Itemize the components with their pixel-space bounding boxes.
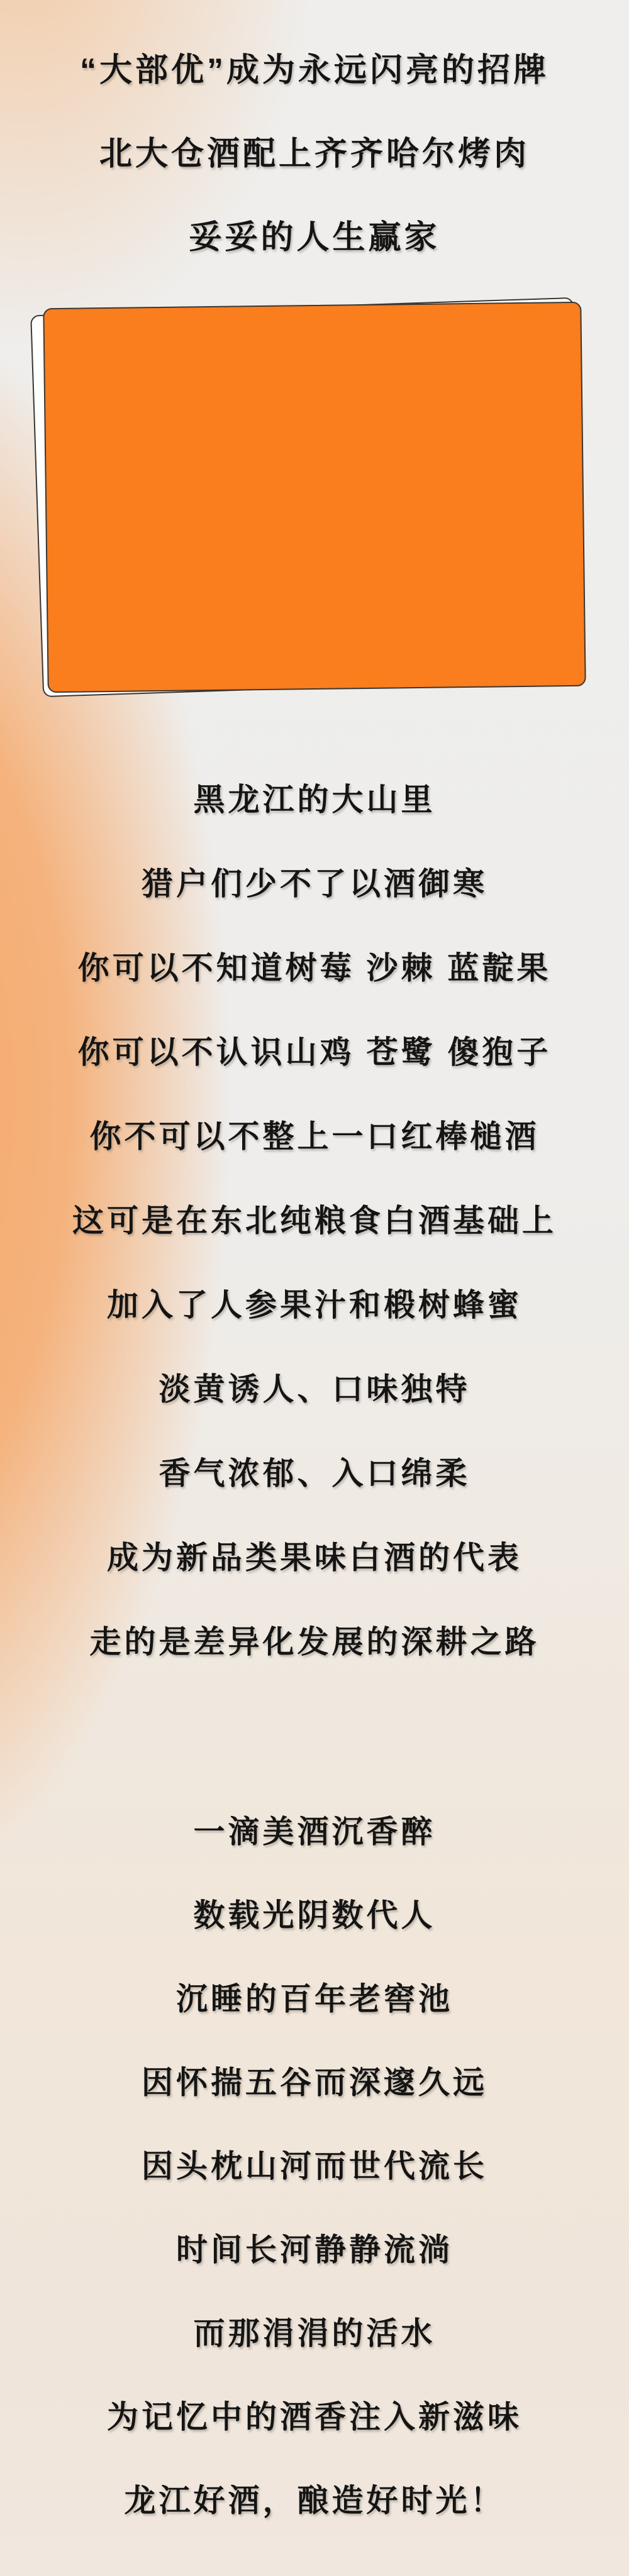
story-line-11: 走的是差异化发展的深耕之路	[89, 1624, 540, 1660]
story-line-5: 你不可以不整上一口红棒槌酒	[89, 1119, 540, 1154]
story-line-8: 淡黄诱人、口味独特	[159, 1372, 470, 1407]
photo-stack	[45, 305, 584, 690]
closing-line-1: 一滴美酒沉香醉	[193, 1814, 436, 1849]
story-line-1: 黑龙江的大山里	[193, 782, 436, 817]
story-line-10: 成为新品类果味白酒的代表	[107, 1540, 522, 1575]
intro-section	[0, 0, 629, 276]
story-line-2: 猎户们少不了以酒御寒	[142, 866, 487, 901]
closing-section	[0, 1787, 629, 2540]
closing-line-2: 数载光阴数代人	[193, 1897, 436, 1933]
closing-line-6: 时间长河静静流淌	[176, 2232, 453, 2267]
closing-line-9: 龙江好酒，酿造好时光！	[124, 2482, 505, 2518]
closing-line-8: 为记忆中的酒香注入新滋味	[107, 2399, 522, 2435]
closing-line-3: 沉睡的百年老窖池	[176, 1981, 453, 2017]
intro-line-2: 北大仓酒配上齐齐哈尔烤肉	[99, 136, 530, 172]
photo-placeholder	[43, 302, 586, 693]
closing-line-5: 因头枕山河而世代流长	[142, 2148, 487, 2184]
closing-line-4: 因怀揣五谷而深邃久远	[142, 2064, 487, 2100]
story-line-7: 加入了人参果汁和椴树蜂蜜	[107, 1287, 522, 1323]
intro-line-3: 妥妥的人生赢家	[189, 219, 440, 256]
story-line-6: 这可是在东北纯粮食白酒基础上	[72, 1203, 557, 1238]
intro-line-1: “大部优”成为永远闪亮的招牌	[79, 52, 549, 89]
story-line-9: 香气浓郁、入口绵柔	[159, 1456, 470, 1491]
story-section	[0, 755, 629, 1682]
story-line-4: 你可以不认识山鸡 苍鹭 傻狍子	[77, 1035, 552, 1070]
story-line-3: 你可以不知道树莓 沙棘 蓝靛果	[77, 950, 552, 986]
closing-line-7: 而那涓涓的活水	[193, 2315, 436, 2351]
